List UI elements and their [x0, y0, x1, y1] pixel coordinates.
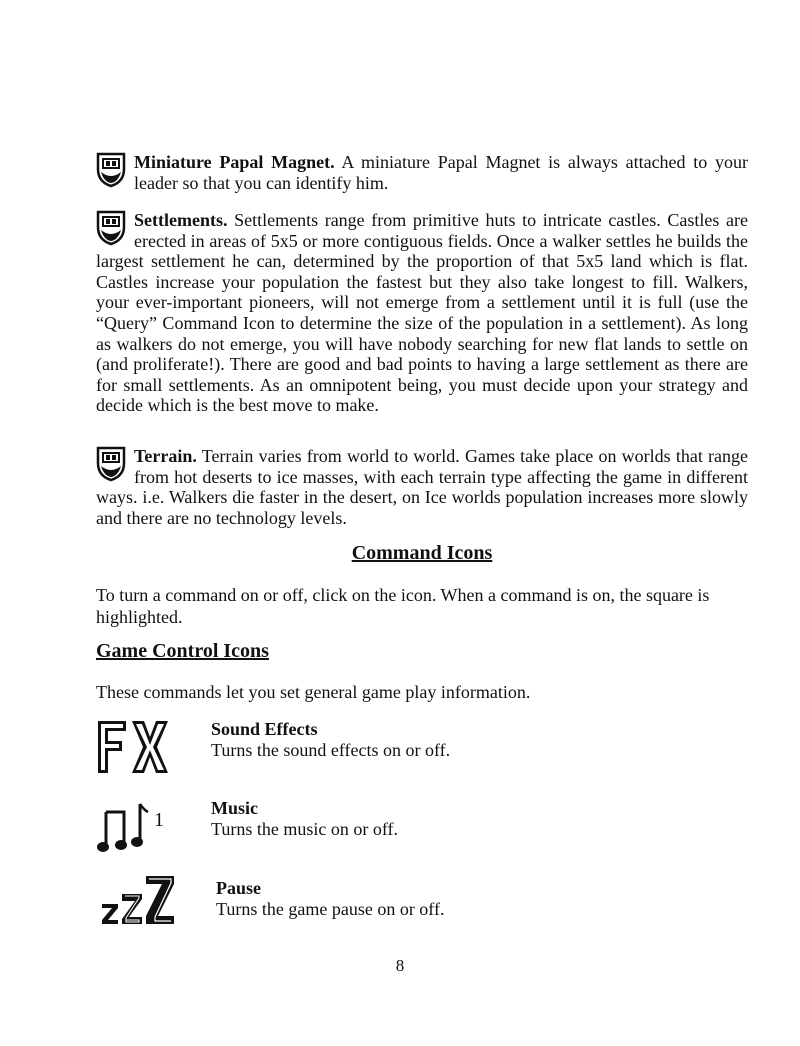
- definition-text: Settlements range from primitive huts to intricate castles. Castles are erected in areas of 5x5 or more contiguous fields. Once a walker settles he builds the largest settlement he can, determined by the proportion of that 5x5 land which is flat. Castles increase your population the fastest but they also take longest to fill. Walkers, your ever-important pioneers, will not emerge from a settlement until it is full (use the “Query” Command Icon to determine the size of the population in a settlement). As long as walkers do not emerge, you will have nobody searching for new flat lands to settle on (and proliferate!). There are good and bad points to having a large settlement as there are for small settlements. As an omnipotent being, you must decide upon your strategy and decide which is the best move to make.: [96, 210, 748, 416]
- sound-effects-title: Sound Effects: [211, 719, 318, 739]
- definition-term: Miniature Papal Magnet.: [134, 152, 335, 172]
- shield-bullet-icon: [96, 152, 126, 188]
- command-icons-intro: To turn a command on or off, click on the icon. When a command is on, the square is highlighted.: [96, 585, 710, 627]
- shield-bullet-icon: [96, 446, 126, 482]
- shield-bullet-icon: [96, 210, 126, 246]
- definition-papal-magnet: [96, 152, 748, 193]
- page-number: 8: [395, 956, 405, 975]
- fx-icon: [96, 719, 168, 780]
- music-title: Music: [211, 798, 258, 818]
- pause-title: Pause: [216, 878, 261, 898]
- music-icon-digit: 1: [154, 809, 164, 831]
- definition-text: A miniature Papal Magnet is always attached to your leader so that you can identify him.: [134, 152, 748, 193]
- definition-term: Terrain.: [134, 446, 197, 466]
- definition-terrain: [96, 446, 748, 528]
- command-icons-heading: Command Icons: [351, 542, 493, 564]
- definition-settlements: [96, 210, 748, 416]
- sound-effects-desc: Turns the sound effects on or off.: [211, 740, 451, 760]
- pause-icon: [96, 870, 176, 935]
- pause-desc: Turns the game pause on or off.: [216, 899, 445, 919]
- pause-row: [96, 878, 696, 950]
- music-desc: Turns the music on or off.: [211, 819, 399, 839]
- definition-term: Settlements.: [134, 210, 228, 230]
- definition-text: Terrain varies from world to world. Games take place on worlds that range from hot deserts to ice masses, with each terrain type affecting the game in different ways. i.e. Walkers die faster in the desert, on Ice worlds population increases more slowly and there are no technology levels.: [96, 446, 748, 528]
- music-icon: [96, 800, 186, 861]
- sound-effects-text: [211, 719, 450, 761]
- music-row: [96, 798, 696, 870]
- music-text: [211, 798, 398, 840]
- game-control-heading: Game Control Icons: [96, 640, 269, 662]
- pause-text: [216, 878, 444, 920]
- game-control-intro: These commands let you set general game play information.: [96, 682, 531, 702]
- sound-effects-row: [96, 719, 696, 791]
